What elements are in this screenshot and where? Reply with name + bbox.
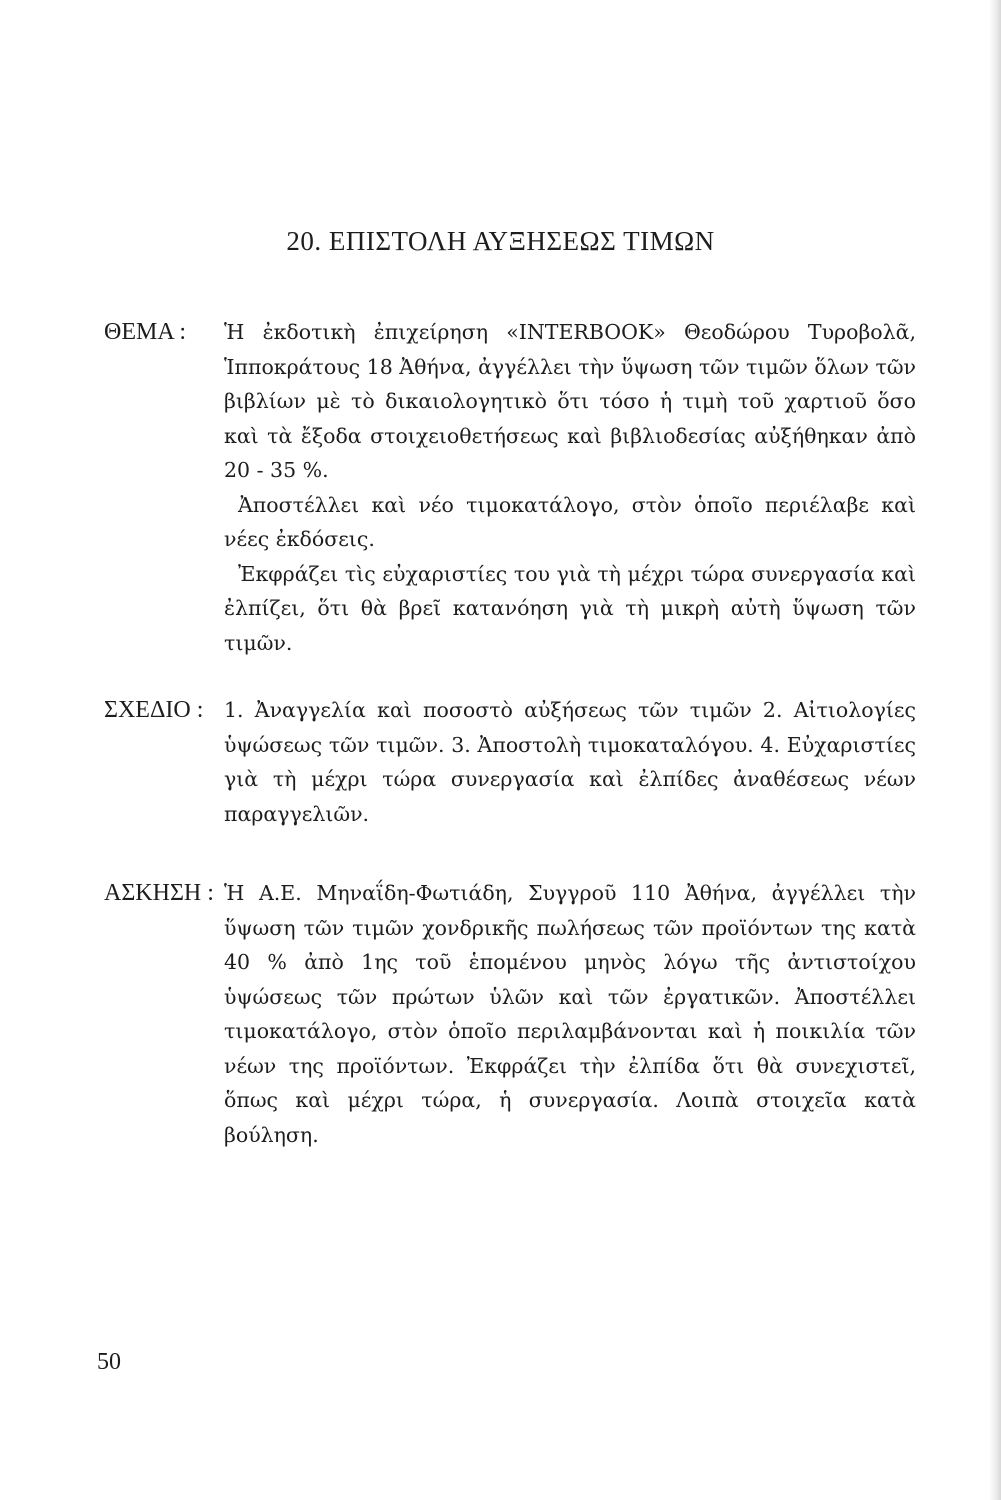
paragraph: Ἀποστέλλει καὶ νέο τιμοκατάλογο, στὸν ὁποῖο περιέλαβε καὶ νέες ἐκδόσεις. <box>224 492 916 551</box>
section-body-schedio <box>224 693 916 831</box>
section-body-askisi <box>224 876 916 1152</box>
paragraph: Ἡ Α.Ε. Μηναΐδη-Φωτιάδη, Συγγροῦ 110 Ἀθήνα, ἀγγέλλει τὴν ὕψωση τῶν τιμῶν χονδρικῆς πωλήσεως τῶν προϊόντων της κατὰ 40 % ἀπὸ 1ης τοῦ ἑπομένου μηνὸς λόγω τῆς ἀντιστοίχου ὑψώσεως τῶν πρώτων ὑλῶν καὶ τῶν ἐργατικῶν. Ἀποστέλλει τιμοκατάλογο, στὸν ὁποῖο περιλαμβάνονται καὶ ἡ ποικιλία τῶν νέων της προϊόντων. Ἐκφράζει τὴν ἐλπίδα ὅτι θὰ συνεχιστεῖ, ὅπως καὶ μέχρι τώρα, ἡ συνεργασία. Λοιπὰ στοιχεῖα κατὰ βούληση. <box>224 881 916 1147</box>
page-edge-shadow <box>989 0 1001 1500</box>
document-title: 20. ΕΠΙΣΤΟΛΗ ΑΥΞΗΣΕΩΣ ΤΙΜΩΝ <box>286 226 715 256</box>
paragraph: Ἡ ἐκδοτικὴ ἐπιχείρηση «INTERBOOK» Θεοδώρου Τυροβολᾶ, Ἱπποκράτους 18 Ἀθήνα, ἀγγέλλει τὴν ὕψωση τῶν τιμῶν ὅλων τῶν βιβλίων μὲ τὸ δικαιολογητικὸ ὅτι τόσο ἡ τιμὴ τοῦ χαρτιοῦ ὅσο καὶ τὰ ἔξοδα στοιχειοθετήσεως καὶ βιβλιοδεσίας αὐξήθηκαν ἀπὸ 20 - 35 %. <box>224 320 916 482</box>
section-label-thema: ΘΕΜΑ : <box>104 319 187 345</box>
section-label-schedio: ΣΧΕΔΙΟ : <box>104 697 204 723</box>
section-label-askisi: ΑΣΚΗΣΗ : <box>104 880 214 906</box>
paragraph: Ἐκφράζει τὶς εὐχαριστίες του γιὰ τὴ μέχρι τώρα συνεργασία καὶ ἐλπίζει, ὅτι θὰ βρεῖ κατανόηση γιὰ τὴ μικρὴ αὐτὴ ὕψωση τῶν τιμῶν. <box>224 561 916 655</box>
paragraph: 1. Ἀναγγελία καὶ ποσοστὸ αὐξήσεως τῶν τιμῶν 2. Αἰτιολογίες ὑψώσεως τῶν τιμῶν. 3. Ἀποστολὴ τιμοκαταλόγου. 4. Εὐχαριστίες γιὰ τὴ μέχρι τώρα συνεργασία καὶ ἐλπίδες ἀναθέσεως νέων παραγγελιῶν. <box>224 698 916 826</box>
section-body-thema <box>224 315 916 660</box>
page-number: 50 <box>97 1349 121 1375</box>
